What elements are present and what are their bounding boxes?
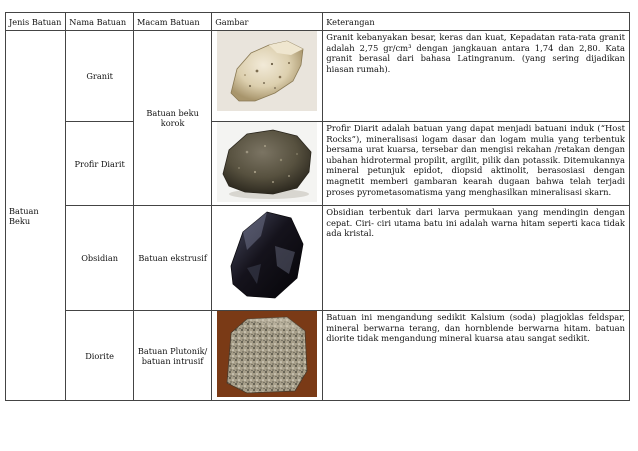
nama-batuan-cell: Diorite [66, 311, 134, 401]
table-row [6, 206, 630, 311]
header-keterangan: Keterangan [323, 13, 630, 31]
table-row [6, 31, 630, 122]
header-jenis: Jenis Batuan [6, 13, 66, 31]
header-gambar: Gambar [212, 13, 323, 31]
header-nama: Nama Batuan [66, 13, 134, 31]
header-macam: Macam Batuan [133, 13, 211, 31]
nama-batuan-cell: Profir Diarit [66, 122, 134, 206]
granite-rock-image [217, 31, 317, 111]
obsidian-rock-image [217, 206, 317, 306]
gambar-cell [212, 31, 323, 122]
table-row [6, 311, 630, 401]
nama-batuan-cell: Granit [66, 31, 134, 122]
nama-batuan-cell: Obsidian [66, 206, 134, 311]
macam-batuan-cell: Batuan beku korok [133, 31, 211, 206]
keterangan-cell: Obsidian terbentuk dari larva permukaan yang mendingin dengan cepat. Ciri- ciri utama batu ini adalah warna hitam seperti kaca tidak ada kristal. [323, 206, 630, 311]
keterangan-cell: Granit kebanyakan besar, keras dan kuat, Kepadatan rata-rata granit adalah 2,75 gr/cm³ dengan jangkauan antara 1,74 dan 2,80. Kata granit berasal dari bahasa Latingranum. (yang sering dijadikan hiasan rumah). [323, 31, 630, 122]
rock-table [5, 12, 630, 401]
table-row [6, 122, 630, 206]
diorite-rock-image [217, 311, 317, 397]
gambar-cell [212, 206, 323, 311]
header-row [6, 13, 630, 31]
keterangan-cell: Profir Diarit adalah batuan yang dapat menjadi batuani induk (“Host Rocks”), mineralisasi logam dasar dan logam mulia yang terbentuk bersama urat kuarsa, tersebar dan mengisi rekahan /retakan dengan ubahan hidrotermal propilit, argilit, pilik dan potassik. Ditemukannya mineral petunjuk epidot, diopsid aktinolit, berasosiasi dengan magnetit memberi gambaran kearah dugaan bahwa telah terjadi proses pyrometasomatisma yang menghasilkan mineralisasi skarn. [323, 122, 630, 206]
macam-batuan-cell: Batuan Plutonik/ batuan intrusif [133, 311, 211, 401]
porphyry-diorite-rock-image [217, 122, 317, 202]
macam-batuan-cell: Batuan ekstrusif [133, 206, 211, 311]
gambar-cell [212, 311, 323, 401]
gambar-cell [212, 122, 323, 206]
jenis-batuan-cell: Batuan Beku [6, 31, 66, 401]
keterangan-cell: Batuan ini mengandung sedikit Kalsium (soda) plagjoklas feldspar, mineral berwarna terang, dan hornblende berwarna hitam. batuan diorite tidak mengandung mineral kuarsa atau sangat sedikit. [323, 311, 630, 401]
